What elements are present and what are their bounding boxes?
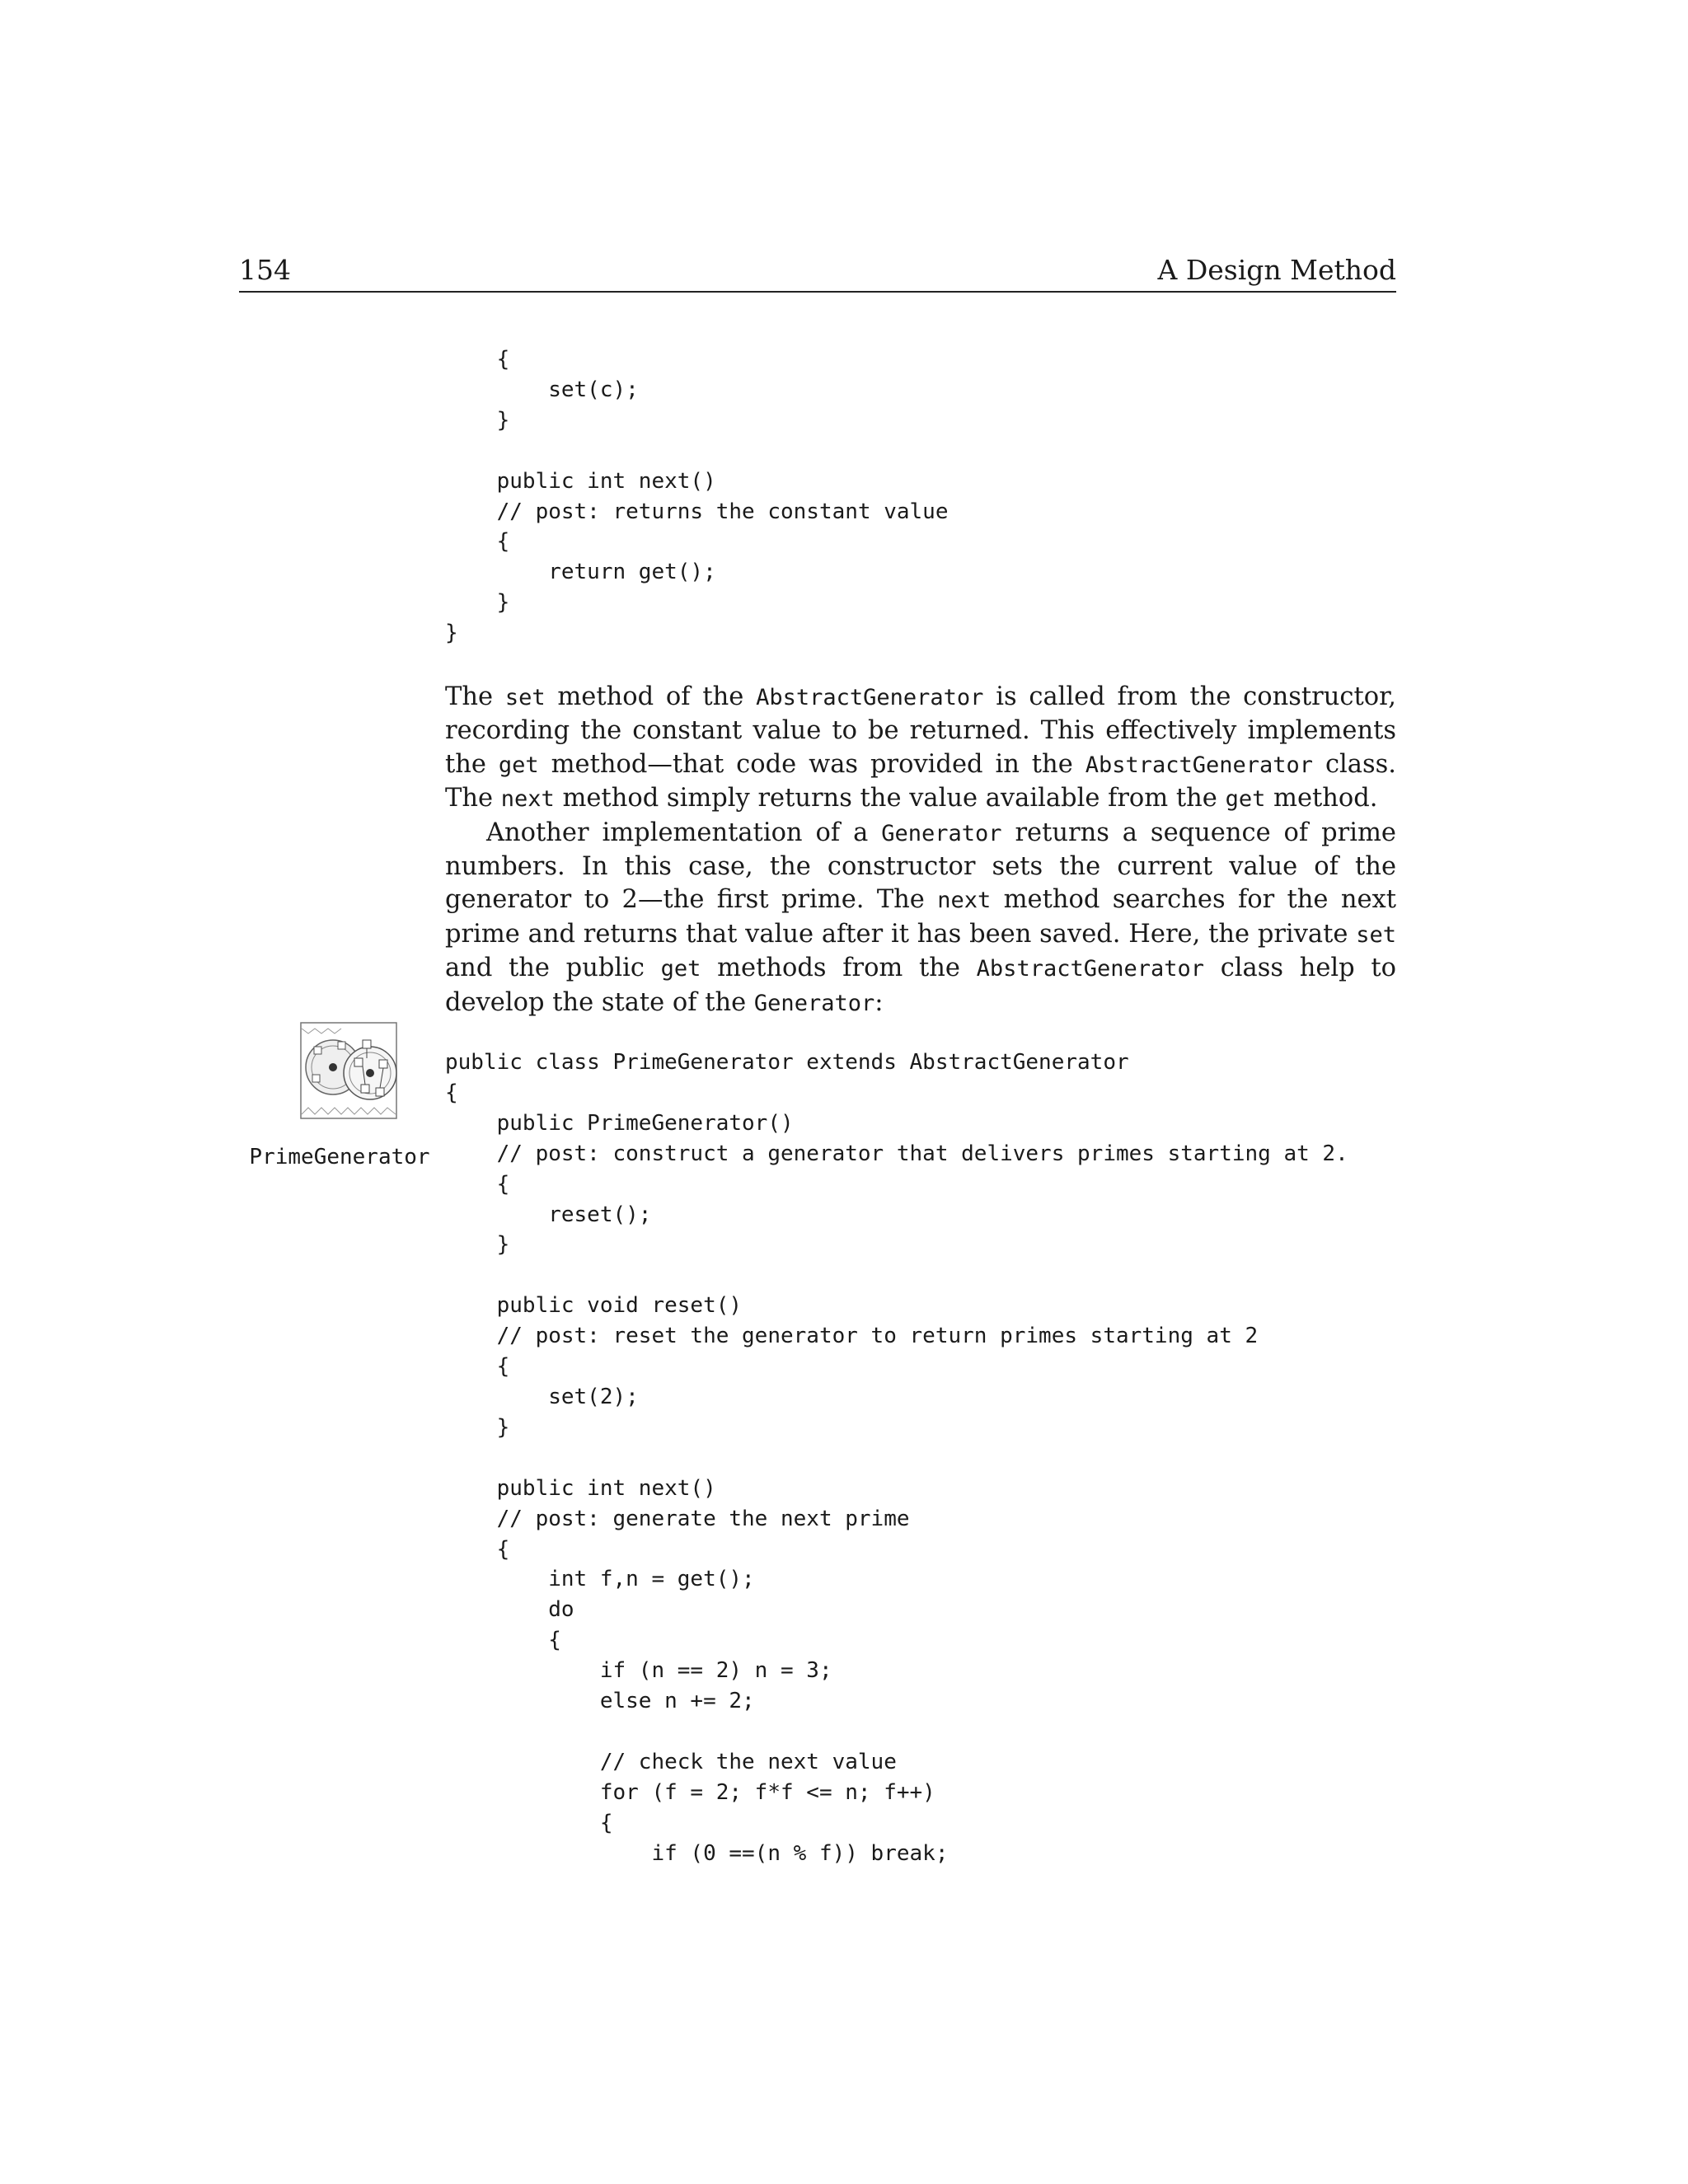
inline-code: get <box>660 956 701 982</box>
inline-code: AbstractGenerator <box>976 956 1205 982</box>
inline-code: get <box>498 752 539 778</box>
inline-code: set <box>1356 921 1396 948</box>
body-text <box>445 681 1396 1020</box>
inline-code: get <box>1225 786 1266 813</box>
margin-label: PrimeGenerator <box>249 1145 430 1169</box>
inline-code: set <box>504 685 546 710</box>
inline-code: Generator <box>881 820 1002 846</box>
code-listing-constant-generator: { set(c); } public int next() // post: returns the constant value { return get(); } } <box>445 347 949 646</box>
inline-code: next <box>937 888 992 914</box>
inline-code: next <box>500 786 555 813</box>
code-listing-prime-generator: public class PrimeGenerator extends AbstractGenerator { public PrimeGenerator() // post: construct a generator that delivers primes starting at 2. { reset(); } public void reset() // post: reset the generator to return primes starting at 2 { set(2); } public int next() // post: generate the next prime { int f,n = get(); do { if (n == 2) n = 3; else n += 2; // check the next value for (f = 2; f*f <= n; f++) { if (0 ==(n % f)) break; <box>445 1050 1348 1866</box>
page-number: 154 <box>239 254 291 286</box>
chapter-title: A Design Method <box>1157 254 1396 286</box>
paragraph-set-method: The set method of the AbstractGenerator is called from the constructor, recording the constant value to be returned. This effectively implements the get method—that code was provided in the AbstractGenerator class. The next method simply returns the value available from the get method. <box>445 682 1397 813</box>
gears-icon <box>300 1022 397 1119</box>
inline-code: Generator <box>753 990 875 1016</box>
inline-code: AbstractGenerator <box>756 685 984 710</box>
paragraph-prime-generator: Another implementation of a Generator returns a sequence of prime numbers. In this case, the constructor sets the current value of the generator to 2—the first prime. The next method searches for the next prime and returns that value after it has been saved. Here, the private set and the public get methods from the AbstractGenerator class help to develop the state of the Generator: <box>445 818 1396 1017</box>
header-rule <box>239 291 1396 293</box>
inline-code: AbstractGenerator <box>1085 752 1314 778</box>
